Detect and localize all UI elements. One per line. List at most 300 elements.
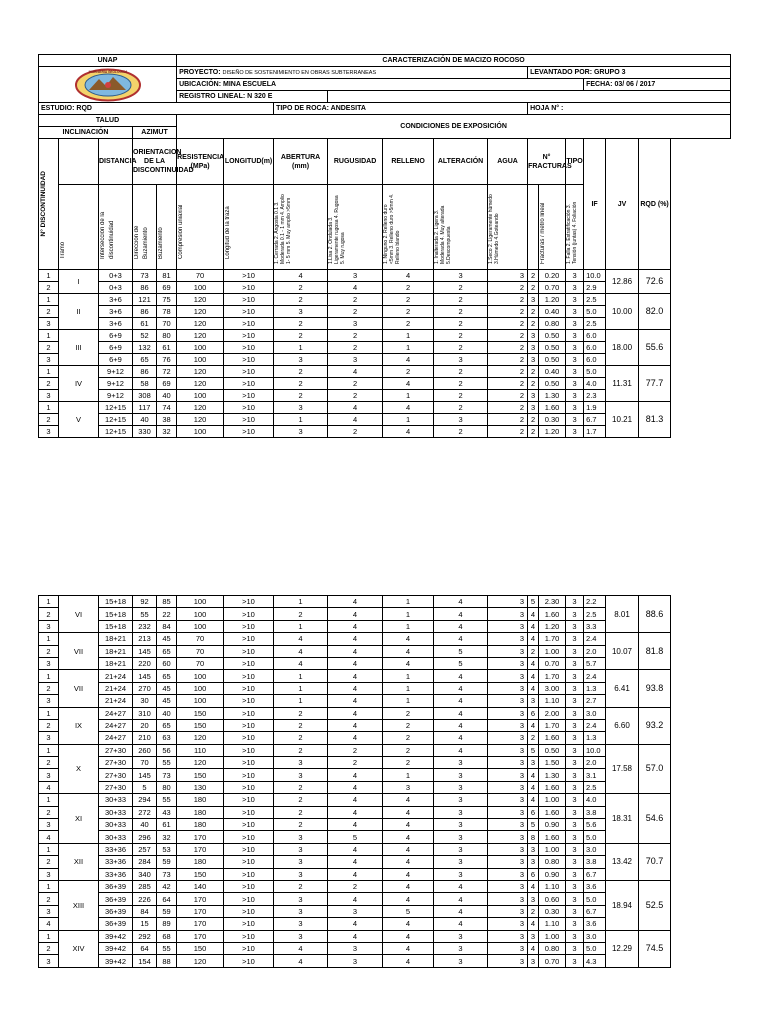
abertura-cell: 2 — [274, 781, 328, 793]
relleno-cell: 5 — [383, 905, 434, 917]
tipo-cell: 3 — [566, 918, 584, 930]
relleno-cell: 1 — [383, 330, 434, 342]
buzamiento-cell: 32 — [157, 831, 177, 843]
relleno-cell: 4 — [383, 856, 434, 868]
jv-cell: 17.58 — [606, 744, 639, 794]
tipo-roca: TIPO DE ROCA: ANDESITA — [274, 103, 528, 115]
longitud-traza-header: Longitud de la traza — [225, 206, 232, 260]
resistencia-cell: 140 — [177, 880, 224, 892]
table-row — [39, 633, 731, 645]
longitud-cell: >10 — [224, 819, 274, 831]
buzamiento-cell: 45 — [157, 633, 177, 645]
distancia-header: DISTANCIA — [99, 139, 133, 185]
if-cell: 6.7 — [584, 868, 606, 880]
jv-cell: 11.31 — [606, 366, 639, 402]
fracturas-cell: 0.70 — [539, 657, 566, 669]
if-cell: 3.8 — [584, 806, 606, 818]
relleno-cell: 2 — [383, 732, 434, 744]
n-cell: 1 — [39, 744, 59, 756]
rugosidad-cell: 2 — [328, 744, 383, 756]
if-cell: 2.4 — [584, 670, 606, 682]
if-cell: 4.0 — [584, 378, 606, 390]
agua-cell: 3 — [488, 893, 528, 905]
tramo-cell: XIII — [59, 880, 99, 930]
rugosidad-cell: 4 — [328, 402, 383, 414]
abertura-cell: 4 — [274, 645, 328, 657]
longitud-cell: >10 — [224, 414, 274, 426]
tramo-cell: IV — [59, 366, 99, 402]
tramo-cell: X — [59, 744, 99, 794]
rugosidad-cell: 2 — [328, 757, 383, 769]
agua-cell: 3 — [488, 645, 528, 657]
longitud-cell: >10 — [224, 695, 274, 707]
buzamiento-cell: 40 — [157, 707, 177, 719]
rqd-cell: 54.6 — [639, 794, 671, 844]
rqd-cell: 70.7 — [639, 843, 671, 880]
buzamiento-cell: 76 — [157, 354, 177, 366]
direccion-cell: 292 — [133, 930, 157, 942]
n-fracturas-cell: 2 — [528, 366, 539, 378]
fracturas-cell: 0.50 — [539, 330, 566, 342]
resistencia-cell: 100 — [177, 282, 224, 294]
direccion-cell: 260 — [133, 744, 157, 756]
fracturas-cell: 2.30 — [539, 596, 566, 608]
distancia-cell: 0+3 — [99, 282, 133, 294]
agua-cell: 3 — [488, 620, 528, 632]
distancia-cell: 30+33 — [99, 831, 133, 843]
buzamiento-cell: 80 — [157, 330, 177, 342]
tipo-cell: 3 — [566, 930, 584, 942]
tipo-cell: 3 — [566, 732, 584, 744]
if-cell: 3.0 — [584, 930, 606, 942]
rugosidad-cell: 4 — [328, 633, 383, 645]
distancia-cell: 24+27 — [99, 707, 133, 719]
inclinacion-label: INCLINACIÓN — [39, 127, 133, 139]
relleno-cell: 1 — [383, 596, 434, 608]
relleno-cell: 2 — [383, 306, 434, 318]
n-fracturas-cell: 3 — [528, 330, 539, 342]
resistencia-cell: 100 — [177, 670, 224, 682]
fracturas-cell: 2.00 — [539, 707, 566, 719]
agua-cell: 3 — [488, 769, 528, 781]
buzamiento-cell: 88 — [157, 955, 177, 967]
alteracion-cell: 4 — [434, 905, 488, 917]
longitud-cell: >10 — [224, 342, 274, 354]
rqd-cell: 88.6 — [639, 596, 671, 633]
rugosidad-cell: 4 — [328, 596, 383, 608]
resistencia-cell: 110 — [177, 744, 224, 756]
buzamiento-cell: 65 — [157, 719, 177, 731]
direccion-cell: 132 — [133, 342, 157, 354]
agua-cell: 3 — [488, 744, 528, 756]
fecha: FECHA: 03/ 06 / 2017 — [584, 79, 731, 91]
tramo-cell: XIV — [59, 930, 99, 967]
relleno-cell: 1 — [383, 695, 434, 707]
abertura-cell: 3 — [274, 843, 328, 855]
alteracion-options: 1. Inalterada 2. Ligera 3. Moderada 4. Muy alterada 5.Descompuesta — [434, 205, 453, 265]
direccion-cell: 310 — [133, 707, 157, 719]
alteracion-cell: 3 — [434, 819, 488, 831]
table-row — [39, 930, 731, 942]
buzamiento-cell: 81 — [157, 270, 177, 282]
direccion-cell: 84 — [133, 905, 157, 917]
n-cell: 1 — [39, 366, 59, 378]
relleno-cell: 2 — [383, 719, 434, 731]
jv-cell: 18.94 — [606, 880, 639, 930]
tramo-cell: V — [59, 402, 99, 438]
n-fracturas-cell: 2 — [528, 318, 539, 330]
buzamiento-cell: 42 — [157, 880, 177, 892]
agua-cell: 2 — [488, 378, 528, 390]
agua-cell: 3 — [488, 596, 528, 608]
tipo-cell: 3 — [566, 342, 584, 354]
direccion-cell: 55 — [133, 608, 157, 620]
distancia-cell: 36+39 — [99, 880, 133, 892]
alteracion-cell: 4 — [434, 608, 488, 620]
abertura-cell: 2 — [274, 608, 328, 620]
n-fracturas-cell: 4 — [528, 608, 539, 620]
table-row — [39, 366, 731, 378]
tipo-cell: 3 — [566, 695, 584, 707]
n-cell: 3 — [39, 695, 59, 707]
rugosidad-cell: 4 — [328, 930, 383, 942]
resistencia-cell: 100 — [177, 426, 224, 438]
buzamiento-cell: 64 — [157, 893, 177, 905]
longitud-cell: >10 — [224, 294, 274, 306]
buzamiento-cell: 74 — [157, 402, 177, 414]
tipo-cell: 3 — [566, 354, 584, 366]
abertura-cell: 4 — [274, 955, 328, 967]
if-cell: 10.0 — [584, 270, 606, 282]
distancia-cell: 39+42 — [99, 930, 133, 942]
alteracion-cell: 3 — [434, 942, 488, 954]
rugosidad-cell: 2 — [328, 294, 383, 306]
table-row — [39, 402, 731, 414]
resistencia-cell: 100 — [177, 620, 224, 632]
rugosidad-cell: 2 — [328, 378, 383, 390]
direccion-cell: 64 — [133, 942, 157, 954]
n-cell: 2 — [39, 342, 59, 354]
longitud-cell: >10 — [224, 905, 274, 917]
tipo-cell: 3 — [566, 402, 584, 414]
distancia-cell: 33+36 — [99, 843, 133, 855]
fracturas-cell: 1.60 — [539, 831, 566, 843]
jv-cell: 18.00 — [606, 330, 639, 366]
longitud-cell: >10 — [224, 306, 274, 318]
fracturas-cell: 1.60 — [539, 608, 566, 620]
rqd-cell: 81.8 — [639, 633, 671, 670]
tramo-cell: VI — [59, 596, 99, 633]
n-cell: 2 — [39, 806, 59, 818]
relleno-cell: 4 — [383, 955, 434, 967]
n-cell: 1 — [39, 707, 59, 719]
abertura-cell: 3 — [274, 893, 328, 905]
relleno-cell: 2 — [383, 294, 434, 306]
jv-cell: 10.07 — [606, 633, 639, 670]
tipo-cell: 3 — [566, 843, 584, 855]
direccion-cell: 270 — [133, 682, 157, 694]
resistencia-cell: 180 — [177, 806, 224, 818]
resistencia-cell: 120 — [177, 330, 224, 342]
abertura-cell: 1 — [274, 620, 328, 632]
alteracion-cell: 4 — [434, 918, 488, 930]
abertura-cell: 1 — [274, 414, 328, 426]
rugosidad-cell: 4 — [328, 769, 383, 781]
tipo-cell: 3 — [566, 769, 584, 781]
buzamiento-cell: 63 — [157, 732, 177, 744]
table-row — [39, 670, 731, 682]
longitud-cell: >10 — [224, 806, 274, 818]
tipo-cell: 3 — [566, 596, 584, 608]
resistencia-cell: 180 — [177, 794, 224, 806]
distancia-cell: 12+15 — [99, 426, 133, 438]
tipo-cell: 3 — [566, 608, 584, 620]
buzamiento-cell: 59 — [157, 905, 177, 917]
n-fracturas-cell: 4 — [528, 657, 539, 669]
distancia-cell: 15+18 — [99, 608, 133, 620]
fracturas-cell: 1.70 — [539, 633, 566, 645]
fracturas-cell: 0.50 — [539, 354, 566, 366]
abertura-cell: 2 — [274, 806, 328, 818]
alteracion-cell: 4 — [434, 707, 488, 719]
fracturas-cell: 1.60 — [539, 732, 566, 744]
longitud-cell: >10 — [224, 596, 274, 608]
longitud-cell: >10 — [224, 608, 274, 620]
agua-cell: 2 — [488, 318, 528, 330]
n-fracturas-cell: 4 — [528, 880, 539, 892]
direccion-cell: 330 — [133, 426, 157, 438]
table-2-body — [39, 596, 731, 968]
alteracion-cell: 3 — [434, 794, 488, 806]
distancia-cell: 27+30 — [99, 744, 133, 756]
n-fracturas-header: N° FRACTURAS — [528, 139, 566, 185]
relleno-cell: 4 — [383, 930, 434, 942]
alteracion-cell: 2 — [434, 342, 488, 354]
resistencia-cell: 120 — [177, 732, 224, 744]
agua-cell: 3 — [488, 781, 528, 793]
fracturas-cell: 1.10 — [539, 918, 566, 930]
proyecto-value: DISEÑO DE SOSTENIMIENTO EN OBRAS SUBTERRANEAS — [222, 69, 377, 76]
distancia-cell: 30+33 — [99, 819, 133, 831]
jv-cell: 10.21 — [606, 402, 639, 438]
buzamiento-cell: 45 — [157, 682, 177, 694]
n-cell: 1 — [39, 330, 59, 342]
n-fracturas-cell: 2 — [528, 905, 539, 917]
if-cell: 5.0 — [584, 831, 606, 843]
buzamiento-header: Buzamiento — [158, 227, 164, 260]
n-fracturas-cell: 6 — [528, 868, 539, 880]
distancia-cell: 15+18 — [99, 620, 133, 632]
rugosidad-cell: 4 — [328, 719, 383, 731]
estudio: ESTUDIO: RQD — [39, 103, 274, 115]
n-cell: 3 — [39, 426, 59, 438]
rqd-cell: 93.8 — [639, 670, 671, 707]
distancia-cell: 6+9 — [99, 330, 133, 342]
distancia-cell: 33+36 — [99, 856, 133, 868]
relleno-cell: 1 — [383, 682, 434, 694]
alteracion-cell: 2 — [434, 366, 488, 378]
alteracion-cell: 3 — [434, 955, 488, 967]
tipo-cell: 3 — [566, 794, 584, 806]
alteracion-cell: 2 — [434, 390, 488, 402]
if-cell: 3.1 — [584, 769, 606, 781]
distancia-cell: 33+36 — [99, 868, 133, 880]
if-cell: 3.0 — [584, 843, 606, 855]
resistencia-cell: 100 — [177, 354, 224, 366]
longitud-cell: >10 — [224, 781, 274, 793]
if-cell: 2.7 — [584, 695, 606, 707]
if-cell: 2.0 — [584, 645, 606, 657]
n-cell: 2 — [39, 282, 59, 294]
table-row — [39, 843, 731, 855]
direccion-cell: 145 — [133, 645, 157, 657]
relleno-cell: 2 — [383, 282, 434, 294]
direccion-cell: 61 — [133, 318, 157, 330]
distancia-cell: 30+33 — [99, 806, 133, 818]
n-cell: 1 — [39, 270, 59, 282]
longitud-cell: >10 — [224, 744, 274, 756]
resistencia-cell: 120 — [177, 955, 224, 967]
relleno-cell: 4 — [383, 270, 434, 282]
tipo-cell: 3 — [566, 318, 584, 330]
buzamiento-cell: 68 — [157, 930, 177, 942]
tipo-cell: 3 — [566, 856, 584, 868]
resistencia-header: RESISTENCIA (MPa) — [177, 139, 224, 185]
relleno-cell: 4 — [383, 819, 434, 831]
distancia-cell: 6+9 — [99, 354, 133, 366]
fracturas-cell: 0.80 — [539, 856, 566, 868]
tipo-cell: 3 — [566, 880, 584, 892]
fracturas-cell: 0.70 — [539, 955, 566, 967]
fracturas-cell: 1.10 — [539, 695, 566, 707]
jv-cell: 12.29 — [606, 930, 639, 967]
table-row — [39, 707, 731, 719]
n-fracturas-cell: 4 — [528, 682, 539, 694]
abertura-cell: 3 — [274, 831, 328, 843]
relleno-cell: 4 — [383, 918, 434, 930]
fracturas-cell: 0.50 — [539, 342, 566, 354]
tipo-cell: 3 — [566, 294, 584, 306]
agua-cell: 3 — [488, 918, 528, 930]
longitud-cell: >10 — [224, 682, 274, 694]
relleno-cell: 4 — [383, 831, 434, 843]
n-fracturas-cell: 4 — [528, 719, 539, 731]
longitud-cell: >10 — [224, 366, 274, 378]
fracturas-cell: 1.20 — [539, 294, 566, 306]
azimut-label: AZIMUT — [133, 127, 177, 139]
direccion-cell: 58 — [133, 378, 157, 390]
fracturas-cell: 1.60 — [539, 781, 566, 793]
rugosidad-cell: 4 — [328, 645, 383, 657]
table-row — [39, 744, 731, 756]
n-fracturas-cell: 3 — [528, 402, 539, 414]
buzamiento-cell: 61 — [157, 342, 177, 354]
rugosidad-cell: 4 — [328, 843, 383, 855]
rugosidad-cell: 3 — [328, 905, 383, 917]
if-cell: 2.4 — [584, 719, 606, 731]
jv-cell: 18.31 — [606, 794, 639, 844]
n-cell: 2 — [39, 378, 59, 390]
alteracion-cell: 3 — [434, 354, 488, 366]
abertura-header: ABERTURA (mm) — [274, 139, 328, 185]
relleno-cell: 4 — [383, 645, 434, 657]
agua-cell: 3 — [488, 806, 528, 818]
if-cell: 2.9 — [584, 282, 606, 294]
buzamiento-cell: 55 — [157, 794, 177, 806]
rugosidad-cell: 4 — [328, 608, 383, 620]
relleno-cell: 4 — [383, 794, 434, 806]
fracturas-cell: 1.30 — [539, 769, 566, 781]
if-cell: 3.8 — [584, 856, 606, 868]
resistencia-cell: 100 — [177, 608, 224, 620]
longitud-cell: >10 — [224, 282, 274, 294]
distancia-cell: 3+6 — [99, 306, 133, 318]
jv-cell: 13.42 — [606, 843, 639, 880]
tipo-cell: 3 — [566, 645, 584, 657]
direccion-cell: 272 — [133, 806, 157, 818]
fracturas-options: Fracturas / metro lineal — [540, 202, 547, 265]
seal-text: INGENIERÍA GEOLÓGICA — [88, 69, 127, 74]
relleno-cell: 4 — [383, 354, 434, 366]
direccion-cell: 121 — [133, 294, 157, 306]
compresion-header: Compresión uniaxial — [178, 204, 185, 260]
n-fracturas-cell: 4 — [528, 918, 539, 930]
n-cell: 3 — [39, 620, 59, 632]
table-row — [39, 596, 731, 608]
abertura-cell: 2 — [274, 366, 328, 378]
resistencia-cell: 120 — [177, 757, 224, 769]
fracturas-cell: 0.80 — [539, 942, 566, 954]
alteracion-cell: 4 — [434, 620, 488, 632]
alteracion-cell: 3 — [434, 414, 488, 426]
n-fracturas-cell: 6 — [528, 707, 539, 719]
tipo-cell: 3 — [566, 270, 584, 282]
abertura-cell: 2 — [274, 719, 328, 731]
rugosidad-cell: 4 — [328, 695, 383, 707]
direccion-cell: 145 — [133, 670, 157, 682]
rugosidad-cell: 4 — [328, 856, 383, 868]
abertura-cell: 1 — [274, 682, 328, 694]
n-cell: 2 — [39, 414, 59, 426]
n-fracturas-cell: 3 — [528, 757, 539, 769]
buzamiento-cell: 69 — [157, 378, 177, 390]
buzamiento-cell: 78 — [157, 306, 177, 318]
interseccion-header: Intersección de la discontinuidad — [100, 212, 115, 260]
longitud-cell: >10 — [224, 794, 274, 806]
registro-lineal: REGISTRO LINEAL: N 320 E — [177, 91, 328, 103]
direccion-cell: 40 — [133, 414, 157, 426]
rugosidad-cell: 2 — [328, 390, 383, 402]
direccion-cell: 40 — [133, 819, 157, 831]
n-fracturas-cell: 8 — [528, 831, 539, 843]
relleno-cell: 4 — [383, 426, 434, 438]
longitud-cell: >10 — [224, 620, 274, 632]
alteracion-cell: 4 — [434, 633, 488, 645]
n-cell: 2 — [39, 682, 59, 694]
n-cell: 2 — [39, 645, 59, 657]
n-fracturas-cell: 4 — [528, 794, 539, 806]
tramo-cell: I — [59, 270, 99, 294]
if-cell: 1.3 — [584, 682, 606, 694]
jv-cell: 12.86 — [606, 270, 639, 294]
n-cell: 1 — [39, 596, 59, 608]
resistencia-cell: 70 — [177, 270, 224, 282]
hoja: HOJA N° : — [528, 103, 731, 115]
tipo-cell: 3 — [566, 620, 584, 632]
resistencia-cell: 100 — [177, 682, 224, 694]
direccion-cell: 30 — [133, 695, 157, 707]
distancia-cell: 9+12 — [99, 390, 133, 402]
